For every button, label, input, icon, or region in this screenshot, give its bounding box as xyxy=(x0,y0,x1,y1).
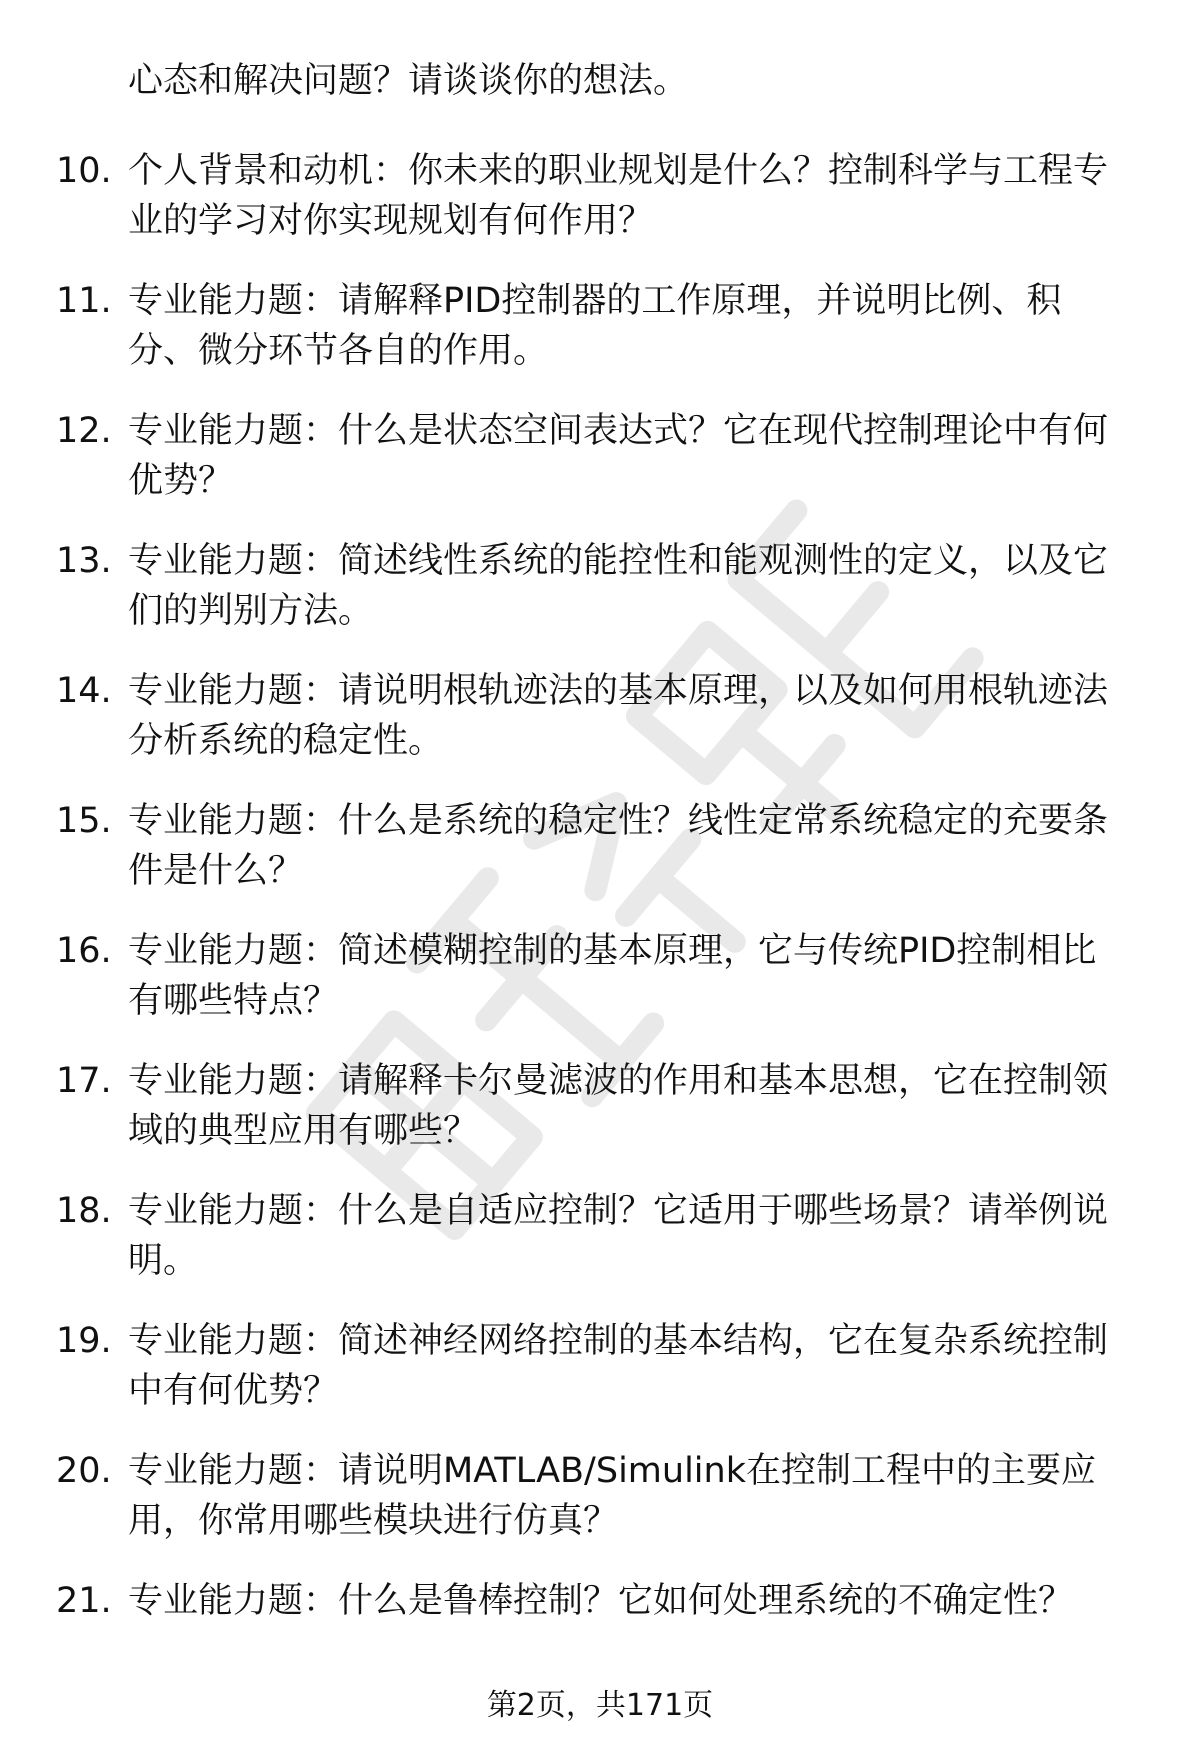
question-item xyxy=(0,1570,1200,1700)
question-text-line: 专业能力题：什么是状态空间表达式？它在现代控制理论中有何 xyxy=(128,411,1109,451)
question-number: 12. xyxy=(56,411,112,451)
page-indicator: 第2页，共171页 xyxy=(486,1688,714,1723)
question-text xyxy=(128,666,1138,766)
question-text-line: 专业能力题：请解释PID控制器的工作原理，并说明比例、积 xyxy=(128,281,1062,321)
question-number: 17. xyxy=(56,1061,112,1101)
question-text-line: 有哪些特点？ xyxy=(128,981,339,1021)
question-number: 19. xyxy=(56,1321,112,1361)
question-text xyxy=(128,796,1138,896)
question-item xyxy=(0,1440,1200,1570)
question-text-line: 们的判别方法。 xyxy=(128,591,374,631)
question-item xyxy=(0,1180,1200,1310)
question-text xyxy=(128,1446,1138,1546)
question-text-line: 优势？ xyxy=(128,461,234,501)
question-number: 10. xyxy=(56,151,112,191)
question-number: 20. xyxy=(56,1451,112,1491)
question-text xyxy=(128,1056,1138,1156)
question-text-line: 专业能力题：请解释卡尔曼滤波的作用和基本思想，它在控制领 xyxy=(128,1061,1109,1101)
question-text-line: 专业能力题：简述神经网络控制的基本结构，它在复杂系统控制 xyxy=(128,1321,1109,1361)
question-text-line: 分、微分环节各自的作用。 xyxy=(128,331,549,371)
question-text xyxy=(128,146,1138,246)
continuation-text: 心态和解决问题？请谈谈你的想法。 xyxy=(128,61,689,101)
question-list xyxy=(0,140,1200,1700)
question-text-line: 专业能力题：简述线性系统的能控性和能观测性的定义，以及它 xyxy=(128,541,1109,581)
question-text-line: 专业能力题：简述模糊控制的基本原理，它与传统PID控制相比 xyxy=(128,931,1097,971)
question-item xyxy=(0,660,1200,790)
question-item xyxy=(0,530,1200,660)
question-number: 15. xyxy=(56,801,112,841)
question-item xyxy=(0,400,1200,530)
question-text-line: 专业能力题：什么是系统的稳定性？线性定常系统稳定的充要条 xyxy=(128,801,1109,841)
question-text-line: 专业能力题：请说明MATLAB/Simulink在控制工程中的主要应 xyxy=(128,1451,1096,1491)
question-text-line: 个人背景和动机：你未来的职业规划是什么？控制科学与工程专 xyxy=(128,151,1109,191)
question-item xyxy=(0,270,1200,400)
question-text-line: 明。 xyxy=(128,1241,199,1281)
question-text-line: 用，你常用哪些模块进行仿真？ xyxy=(128,1501,619,1541)
question-item xyxy=(0,1050,1200,1180)
question-text xyxy=(128,406,1138,506)
question-text-line: 中有何优势？ xyxy=(128,1371,339,1411)
question-number: 21. xyxy=(56,1581,112,1621)
question-item xyxy=(0,1310,1200,1440)
question-text-line: 域的典型应用有哪些？ xyxy=(128,1111,479,1151)
question-text xyxy=(128,276,1138,376)
question-item xyxy=(0,140,1200,270)
question-text-line: 业的学习对你实现规划有何作用？ xyxy=(128,201,654,241)
question-text-line: 专业能力题：什么是自适应控制？它适用于哪些场景？请举例说 xyxy=(128,1191,1109,1231)
question-text xyxy=(128,1186,1138,1286)
question-item xyxy=(0,790,1200,920)
question-number: 11. xyxy=(56,281,112,321)
question-number: 18. xyxy=(56,1191,112,1231)
question-text xyxy=(128,926,1138,1026)
question-number: 16. xyxy=(56,931,112,971)
question-number: 13. xyxy=(56,541,112,581)
question-text-line: 专业能力题：请说明根轨迹法的基本原理，以及如何用根轨迹法 xyxy=(128,671,1109,711)
question-text xyxy=(128,1316,1138,1416)
question-text-line: 专业能力题：什么是鲁棒控制？它如何处理系统的不确定性？ xyxy=(128,1581,1074,1621)
question-text-line: 分析系统的稳定性。 xyxy=(128,721,444,761)
question-text xyxy=(128,1576,1138,1626)
question-item xyxy=(0,920,1200,1050)
question-number: 14. xyxy=(56,671,112,711)
question-text xyxy=(128,536,1138,636)
question-text-line: 件是什么？ xyxy=(128,851,304,891)
